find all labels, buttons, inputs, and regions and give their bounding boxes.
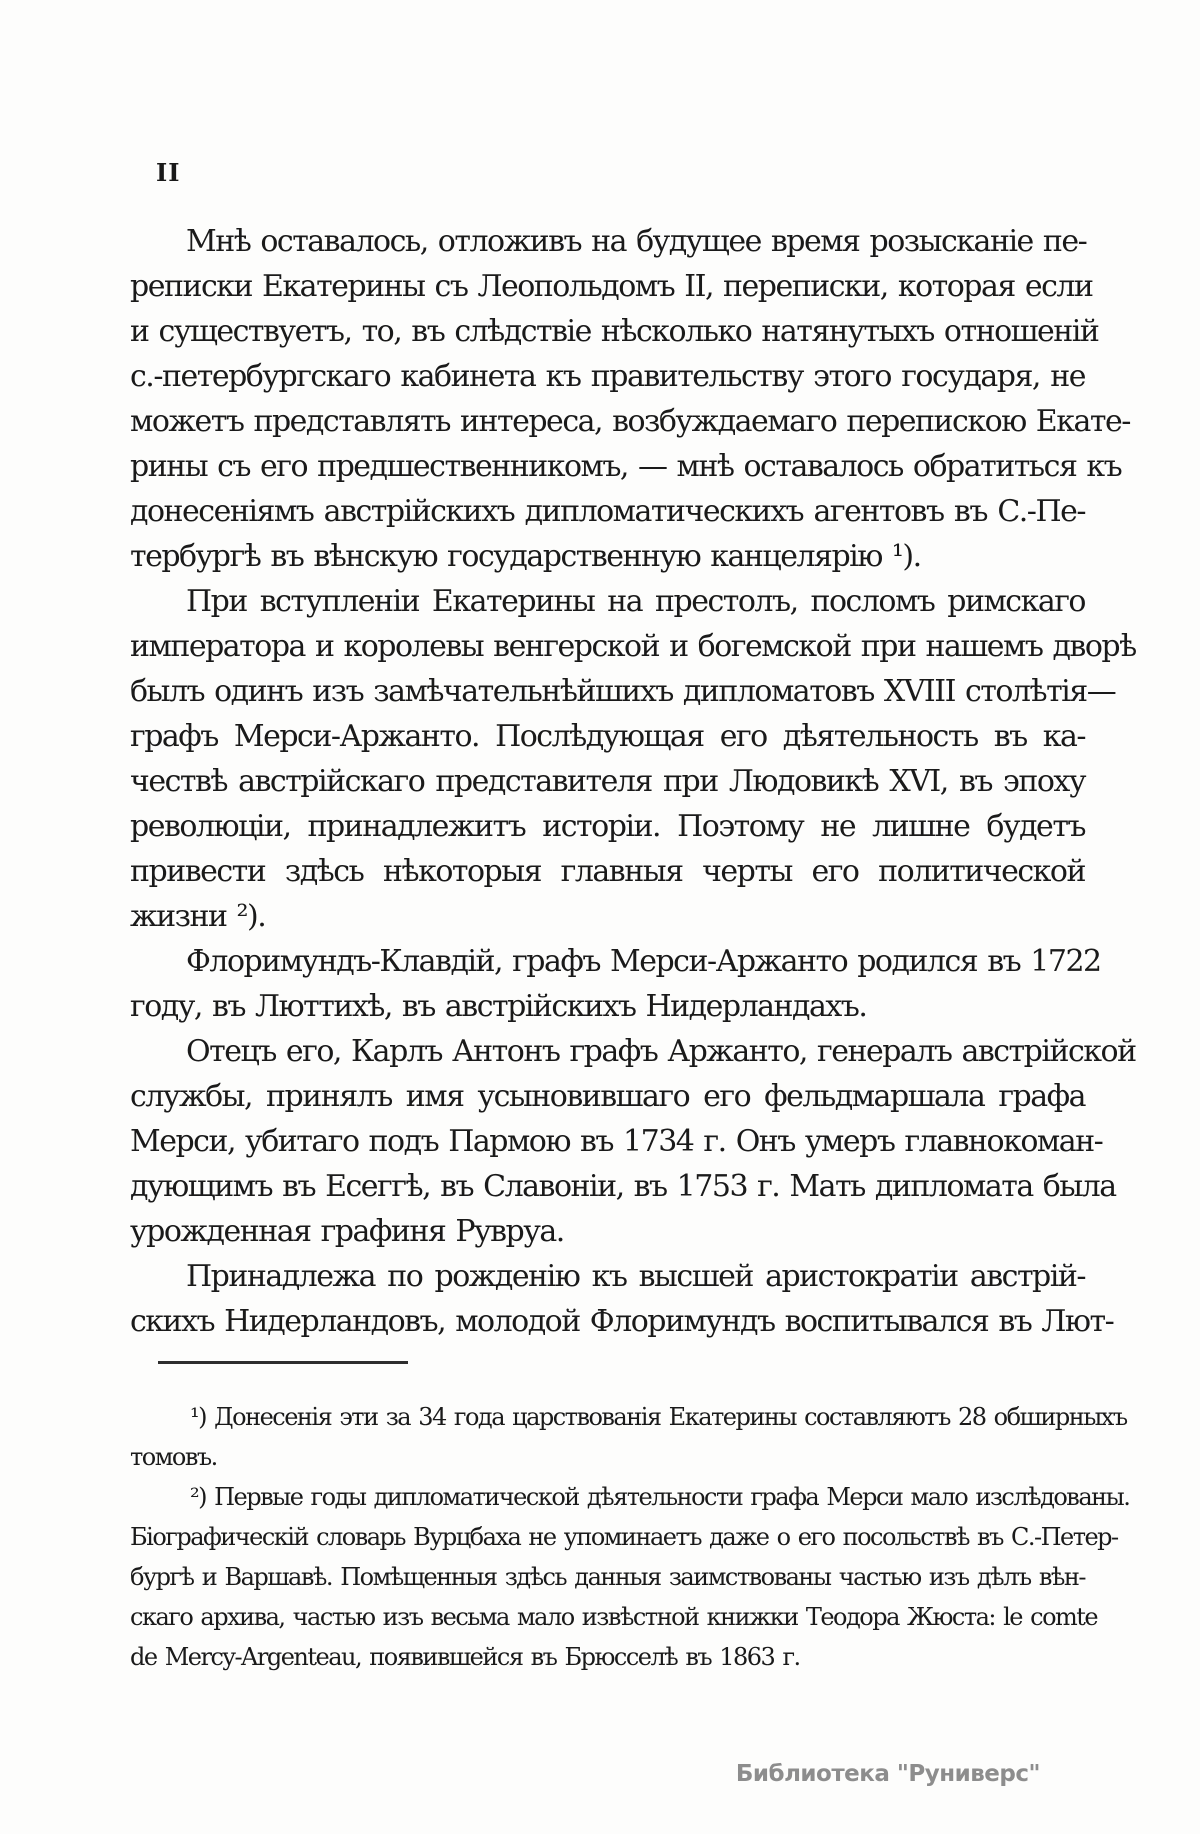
- text-line: жизни ²).: [130, 899, 266, 934]
- text-line: дующимъ въ Есеггѣ, въ Славоніи, въ 1753 г. Мать дипломата была: [130, 1169, 1116, 1204]
- footnote-line: ²) Первые годы дипломатической дѣятельности графа Мерси мало изслѣдованы.: [190, 1483, 1130, 1511]
- text-line: с.-петербургскаго кабинета къ правительству этого государя, не: [130, 359, 1085, 394]
- text-line: урожденная графиня Рувруа.: [130, 1214, 564, 1249]
- text-line: службы, принялъ имя усыновившаго его фельдмаршала графа: [130, 1079, 1085, 1114]
- text-line: революціи, принадлежитъ исторіи. Поэтому не лишне будетъ: [130, 809, 1085, 844]
- text-line: Отецъ его, Карлъ Антонъ графъ Аржанто, генералъ австрійской: [186, 1034, 1136, 1069]
- text-line: можетъ представлять интереса, возбуждаемаго перепискою Екате-: [130, 404, 1130, 439]
- text-line: скихъ Нидерландовъ, молодой Флоримундъ воспитывался въ Лют-: [130, 1304, 1114, 1339]
- footnote-line: Біографическій словарь Вурцбаха не упоминаетъ даже о его посольствѣ въ С.-Петер-: [130, 1523, 1118, 1551]
- footnote-line: скаго архива, частью изъ весьма мало извѣстной книжки Теодора Жюста: le comte: [130, 1603, 1098, 1631]
- text-line: чествѣ австрійскаго представителя при Людовикѣ XVI, въ эпоху: [130, 764, 1085, 799]
- footnote-line: de Mercy-Argenteau, появившейся въ Брюсселѣ въ 1863 г.: [130, 1643, 800, 1671]
- text-line: При вступленіи Екатерины на престолъ, посломъ римскаго: [186, 584, 1085, 619]
- footnote-line: томовъ.: [130, 1443, 217, 1471]
- footnote-line: бургѣ и Варшавѣ. Помѣщенныя здѣсь данныя заимствованы частью изъ дѣлъ вѣн-: [130, 1563, 1085, 1591]
- text-line: Мнѣ оставалось, отложивъ на будущее время розысканіе пе-: [186, 224, 1087, 259]
- footnote-divider: [158, 1361, 408, 1364]
- text-line: донесеніямъ австрійскихъ дипломатическихъ агентовъ въ С.-Пе-: [130, 494, 1085, 529]
- text-line: былъ одинъ изъ замѣчательнѣйшихъ дипломатовъ XVIII столѣтія—: [130, 674, 1116, 709]
- text-line: графъ Мерси-Аржанто. Послѣдующая его дѣятельность въ ка-: [130, 719, 1085, 754]
- library-watermark: Библиотека "Руниверс": [735, 1761, 1040, 1787]
- text-line: Мерси, убитаго подъ Пармою въ 1734 г. Онъ умеръ главнокоман-: [130, 1124, 1103, 1159]
- text-line: привести здѣсь нѣкоторыя главныя черты его политической: [130, 854, 1085, 889]
- text-line: Принадлежа по рожденію къ высшей аристократіи австрій-: [186, 1259, 1085, 1294]
- main-text-block: [130, 219, 1136, 1344]
- footnote-line: ¹) Донесенія эти за 34 года царствованія Екатерины составляютъ 28 обширныхъ: [190, 1403, 1127, 1431]
- text-line: году, въ Люттихѣ, въ австрійскихъ Нидерландахъ.: [130, 989, 867, 1024]
- text-line: Флоримундъ-Клавдій, графъ Мерси-Аржанто родился въ 1722: [186, 944, 1101, 979]
- page-number: II: [156, 158, 181, 187]
- footnotes-block: [130, 1397, 1130, 1677]
- text-line: реписки Екатерины съ Леопольдомъ II, переписки, которая если: [130, 269, 1093, 304]
- text-line: и существуетъ, то, въ слѣдствіе нѣсколько натянутыхъ отношеній: [130, 314, 1099, 349]
- text-line: тербургѣ въ вѣнскую государственную канцелярію ¹).: [130, 539, 921, 574]
- text-line: императора и королевы венгерской и богемской при нашемъ дворѣ: [130, 629, 1136, 664]
- text-line: рины съ его предшественникомъ, — мнѣ оставалось обратиться къ: [130, 449, 1122, 484]
